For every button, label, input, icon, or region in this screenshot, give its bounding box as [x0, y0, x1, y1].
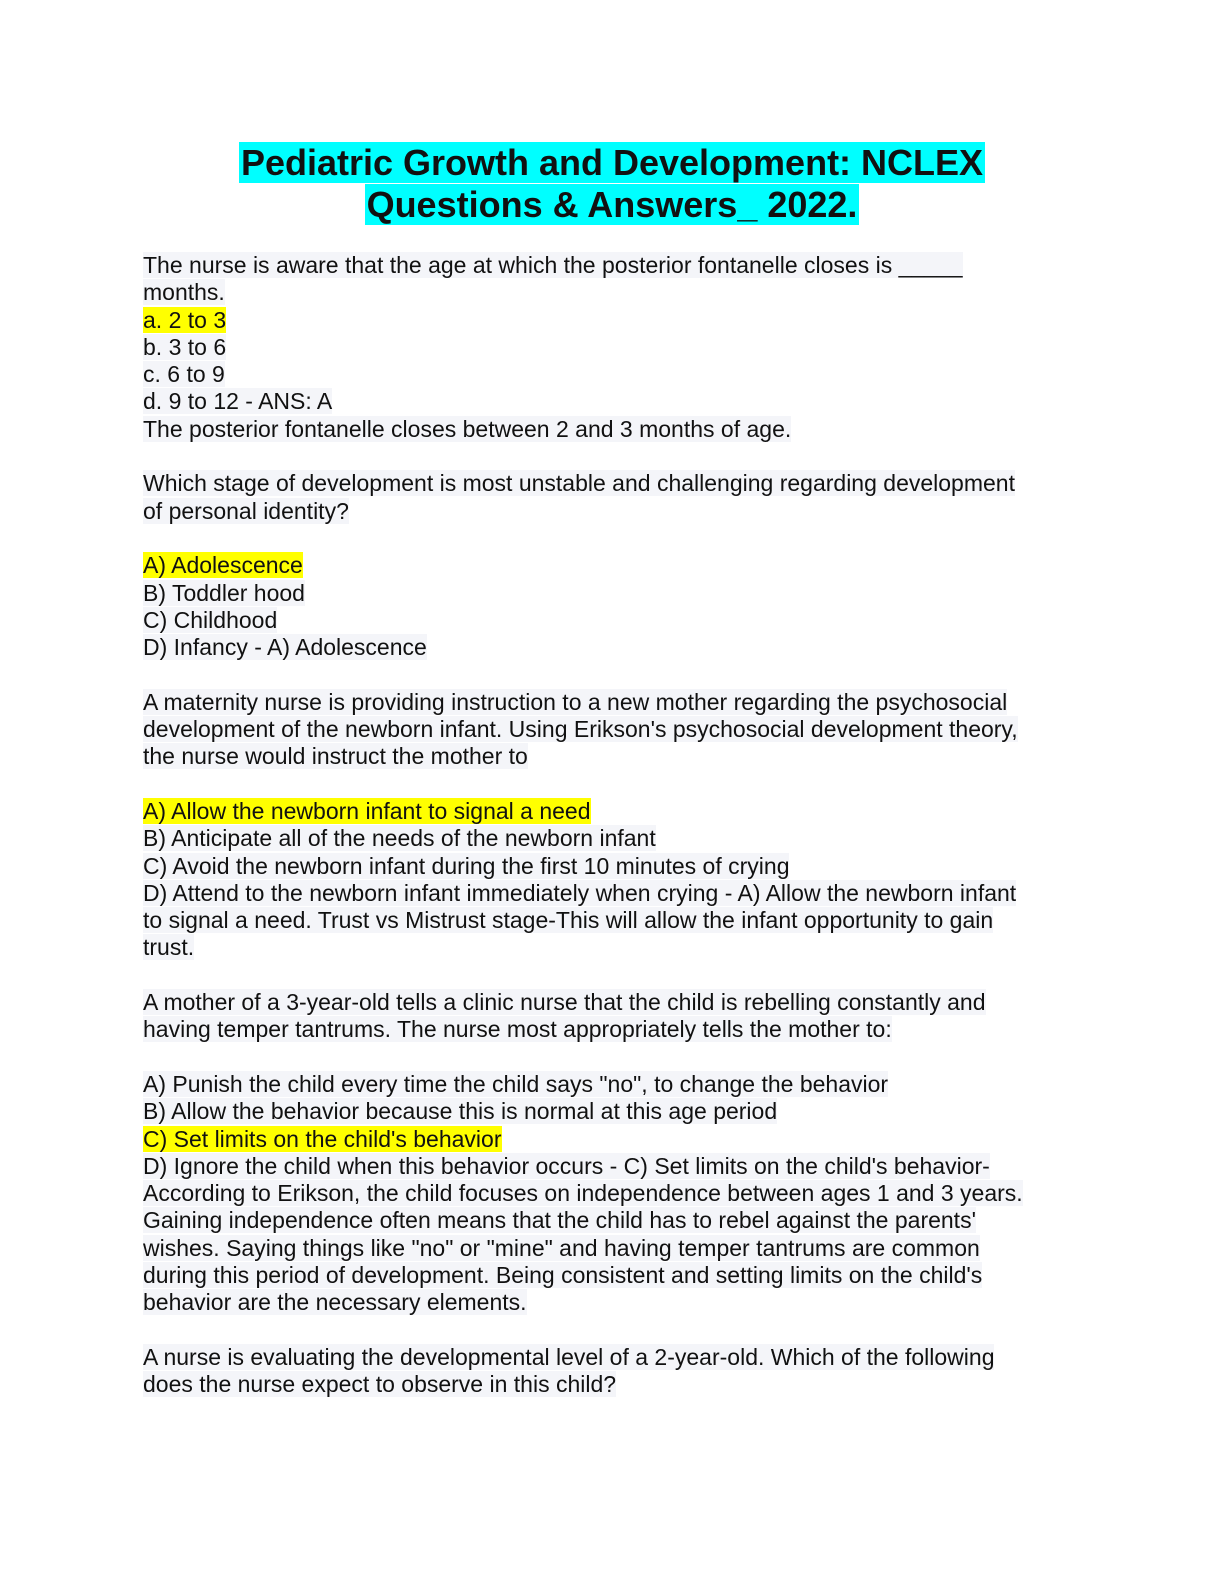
question-3 [143, 689, 1063, 962]
answer-option: d. 9 to 12 - ANS: A [143, 388, 333, 415]
explanation-text: trust. [143, 934, 195, 961]
answer-option: c. 6 to 9 [143, 361, 225, 388]
question-text: A nurse is evaluating the developmental level of a 2-year-old. Which of the following [143, 1343, 995, 1370]
answer-option: b. 3 to 6 [143, 333, 227, 360]
explanation-text: to signal a need. Trust vs Mistrust stage-This will allow the infant opportunity to gain [143, 907, 994, 934]
question-text: A mother of a 3-year-old tells a clinic nurse that the child is rebelling constantly and [143, 989, 986, 1016]
answer-option: B) Toddler hood [143, 579, 305, 606]
answer-option: C) Childhood [143, 606, 278, 633]
explanation-text: The posterior fontanelle closes between 2 and 3 months of age. [143, 415, 792, 442]
question-2 [143, 470, 1063, 661]
answer-option-correct: C) Set limits on the child's behavior [143, 1125, 502, 1152]
question-text: months. [143, 279, 225, 306]
document-body [143, 252, 1063, 1398]
question-text: A maternity nurse is providing instruction to a new mother regarding the psychosocial [143, 688, 1008, 715]
answer-option: A) Punish the child every time the child says "no", to change the behavior [143, 1070, 889, 1097]
question-text: does the nurse expect to observe in this child? [143, 1371, 617, 1398]
explanation-text: Gaining independence often means that the child has to rebel against the parents' [143, 1207, 976, 1234]
question-text: The nurse is aware that the age at which the posterior fontanelle closes is _____ [143, 252, 963, 278]
question-text: of personal identity? [143, 497, 349, 524]
question-text: the nurse would instruct the mother to [143, 743, 528, 770]
answer-option: D) Ignore the child when this behavior occurs - C) Set limits on the child's behavior- [143, 1152, 990, 1179]
answer-option: C) Avoid the newborn infant during the first 10 minutes of crying [143, 852, 790, 879]
answer-option-correct: A) Adolescence [143, 552, 303, 579]
title-line-1: Pediatric Growth and Development: NCLEX [240, 142, 984, 183]
explanation-text: wishes. Saying things like "no" or "mine" and having temper tantrums are common [143, 1234, 980, 1261]
explanation-text: According to Erikson, the child focuses on independence between ages 1 and 3 years. [143, 1180, 1023, 1207]
question-1 [143, 252, 1063, 443]
answer-option: B) Anticipate all of the needs of the newborn infant [143, 825, 656, 852]
answer-option-correct: a. 2 to 3 [143, 306, 227, 333]
question-5 [143, 1344, 1063, 1399]
answer-option: D) Infancy - A) Adolescence [143, 634, 427, 661]
question-text: development of the newborn infant. Using Erikson's psychosocial development theory, [143, 716, 1018, 743]
question-text: having temper tantrums. The nurse most appropriately tells the mother to: [143, 1016, 892, 1043]
question-text: Which stage of development is most unstable and challenging regarding development [143, 470, 1015, 497]
explanation-text: during this period of development. Being consistent and setting limits on the child's [143, 1261, 983, 1288]
document-title [0, 142, 1224, 226]
answer-option-correct: A) Allow the newborn infant to signal a need [143, 797, 591, 824]
answer-option: D) Attend to the newborn infant immediately when crying - A) Allow the newborn infant [143, 879, 1017, 906]
answer-option: B) Allow the behavior because this is normal at this age period [143, 1098, 778, 1125]
title-line-2: Questions & Answers_ 2022. [366, 184, 858, 225]
question-4 [143, 989, 1063, 1317]
explanation-text: behavior are the necessary elements. [143, 1289, 527, 1316]
